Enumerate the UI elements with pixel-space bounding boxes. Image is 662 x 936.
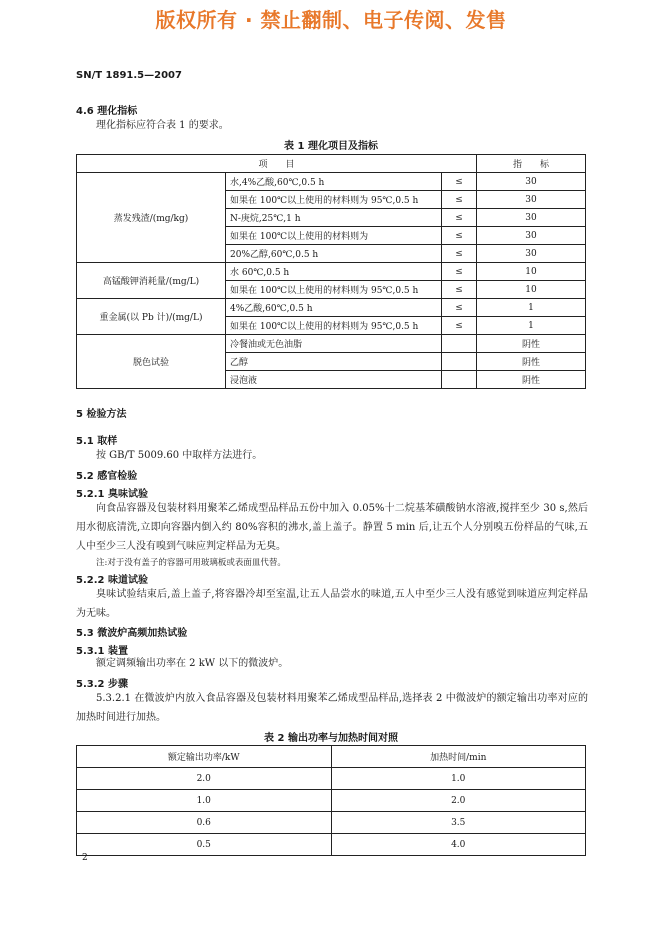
table1-condition: 如果在 100℃以上使用的材料则为 95℃,0.5 h (226, 191, 442, 209)
section-5-3-title: 5.3 微波炉高频加热试验 (76, 628, 188, 639)
table-row (77, 335, 586, 353)
table-power-time (76, 745, 586, 856)
table-row (77, 299, 586, 317)
le-sign: ≤ (442, 227, 477, 245)
table-row (77, 263, 586, 281)
table2-time: 1.0 (331, 768, 586, 790)
section-4-6-text: 理化指标应符合表 1 的要求。 (96, 120, 229, 131)
table2-head-time: 加热时间/min (331, 746, 586, 768)
table1-group-name: 蒸发残渣/(mg/kg) (77, 173, 226, 263)
table1-value: 30 (477, 227, 586, 245)
table1-value: 1 (477, 317, 586, 335)
table1-group-name: 重金属(以 Pb 计)/(mg/L) (77, 299, 226, 335)
le-sign (442, 371, 477, 389)
table1-group-name: 脱色试验 (77, 335, 226, 389)
table2-time: 2.0 (331, 790, 586, 812)
table1-value: 30 (477, 191, 586, 209)
section-5-2-1-title: 5.2.1 臭味试验 (76, 489, 148, 500)
table1-value: 30 (477, 173, 586, 191)
table2-time: 4.0 (331, 834, 586, 856)
table-row (77, 768, 586, 790)
table1-condition: 4%乙酸,60℃,0.5 h (226, 299, 442, 317)
table-row (77, 790, 586, 812)
table2-caption: 表 2 输出功率与加热时间对照 (264, 733, 398, 744)
le-sign: ≤ (442, 209, 477, 227)
section-5-2-1-note: 注:对于没有盖子的容器可用玻璃板或表面皿代替。 (96, 558, 286, 568)
table1-value: 30 (477, 209, 586, 227)
table1-condition: 如果在 100℃以上使用的材料则为 (226, 227, 442, 245)
table1-value: 阴性 (477, 335, 586, 353)
le-sign: ≤ (442, 191, 477, 209)
section-5-1-title: 5.1 取样 (76, 436, 118, 447)
table2-power: 2.0 (77, 768, 332, 790)
section-5-3-2-1-text: 5.3.2.1 在微波炉内放入食品容器及包装材料用聚苯乙烯成型品样品,选择表 2 中微波炉的额定输出功率对应的加热时间进行加热。 (76, 693, 588, 723)
le-sign: ≤ (442, 245, 477, 263)
table2-power: 0.6 (77, 812, 332, 834)
table1-condition: 20%乙醇,60℃,0.5 h (226, 245, 442, 263)
table1-value: 30 (477, 245, 586, 263)
table1-value: 阴性 (477, 353, 586, 371)
section-5-1-text: 按 GB/T 5009.60 中取样方法进行。 (96, 450, 263, 461)
section-5-3-1-text: 额定调频输出功率在 2 kW 以下的微波炉。 (96, 658, 289, 669)
table2-time: 3.5 (331, 812, 586, 834)
section-5-3-1-title: 5.3.1 装置 (76, 646, 128, 657)
standard-number: SN/T 1891.5—2007 (76, 70, 182, 81)
le-sign: ≤ (442, 263, 477, 281)
section-5-2-2-text: 臭味试验结束后,盖上盖子,将容器冷却至室温,让五人品尝水的味道,五人中至少三人没有感觉到味道应判定样品为无味。 (76, 589, 588, 619)
section-5-2-title: 5.2 感官检验 (76, 471, 138, 482)
le-sign (442, 335, 477, 353)
table1-value: 阴性 (477, 371, 586, 389)
table1-condition: 水 60℃,0.5 h (226, 263, 442, 281)
table1-condition: 水,4%乙酸,60℃,0.5 h (226, 173, 442, 191)
section-5-3-2-title: 5.3.2 步骤 (76, 679, 128, 690)
table-physicochemical (76, 154, 586, 389)
table1-value: 10 (477, 263, 586, 281)
table1-condition: 如果在 100℃以上使用的材料则为 95℃,0.5 h (226, 317, 442, 335)
le-sign (442, 353, 477, 371)
le-sign: ≤ (442, 173, 477, 191)
table1-caption: 表 1 理化项目及指标 (284, 141, 378, 152)
table1-head-index: 指 标 (477, 155, 586, 173)
table1-group-name: 高锰酸钾消耗量/(mg/L) (77, 263, 226, 299)
section-4-6-title: 4.6 理化指标 (76, 106, 138, 117)
table1-value: 10 (477, 281, 586, 299)
table1-condition: 冷餐油或无色油脂 (226, 335, 442, 353)
section-5-2-1-text: 向食品容器及包装材料用聚苯乙烯成型品样品五份中加入 0.05%十二烷基苯磺酸钠水溶液,搅拌至少 30 s,然后用水彻底清洗,立即向容器内倒入约 80%容积的沸水,盖上盖子。静置 5 min 后,让五个人分别嗅五份样品的气味,五人中至少三人没有嗅到气味应判定样品为无臭。 (76, 503, 588, 552)
le-sign: ≤ (442, 281, 477, 299)
table-row (77, 812, 586, 834)
table2-power: 1.0 (77, 790, 332, 812)
table1-condition: 如果在 100℃以上使用的材料则为 95℃,0.5 h (226, 281, 442, 299)
copyright-banner: 版权所有 · 禁止翻制、电子传阅、发售 (155, 8, 507, 32)
section-5-title: 5 检验方法 (76, 409, 127, 420)
table1-condition: N-庚烷,25℃,1 h (226, 209, 442, 227)
table2-power: 0.5 (77, 834, 332, 856)
table1-head-item: 项 目 (77, 155, 477, 173)
table1-condition: 乙醇 (226, 353, 442, 371)
table-row (77, 173, 586, 191)
section-5-2-2-title: 5.2.2 味道试验 (76, 575, 148, 586)
le-sign: ≤ (442, 317, 477, 335)
table-row (77, 834, 586, 856)
table1-condition: 浸泡液 (226, 371, 442, 389)
page-number: 2 (82, 853, 88, 863)
table1-value: 1 (477, 299, 586, 317)
table2-head-power: 额定输出功率/kW (77, 746, 332, 768)
le-sign: ≤ (442, 299, 477, 317)
